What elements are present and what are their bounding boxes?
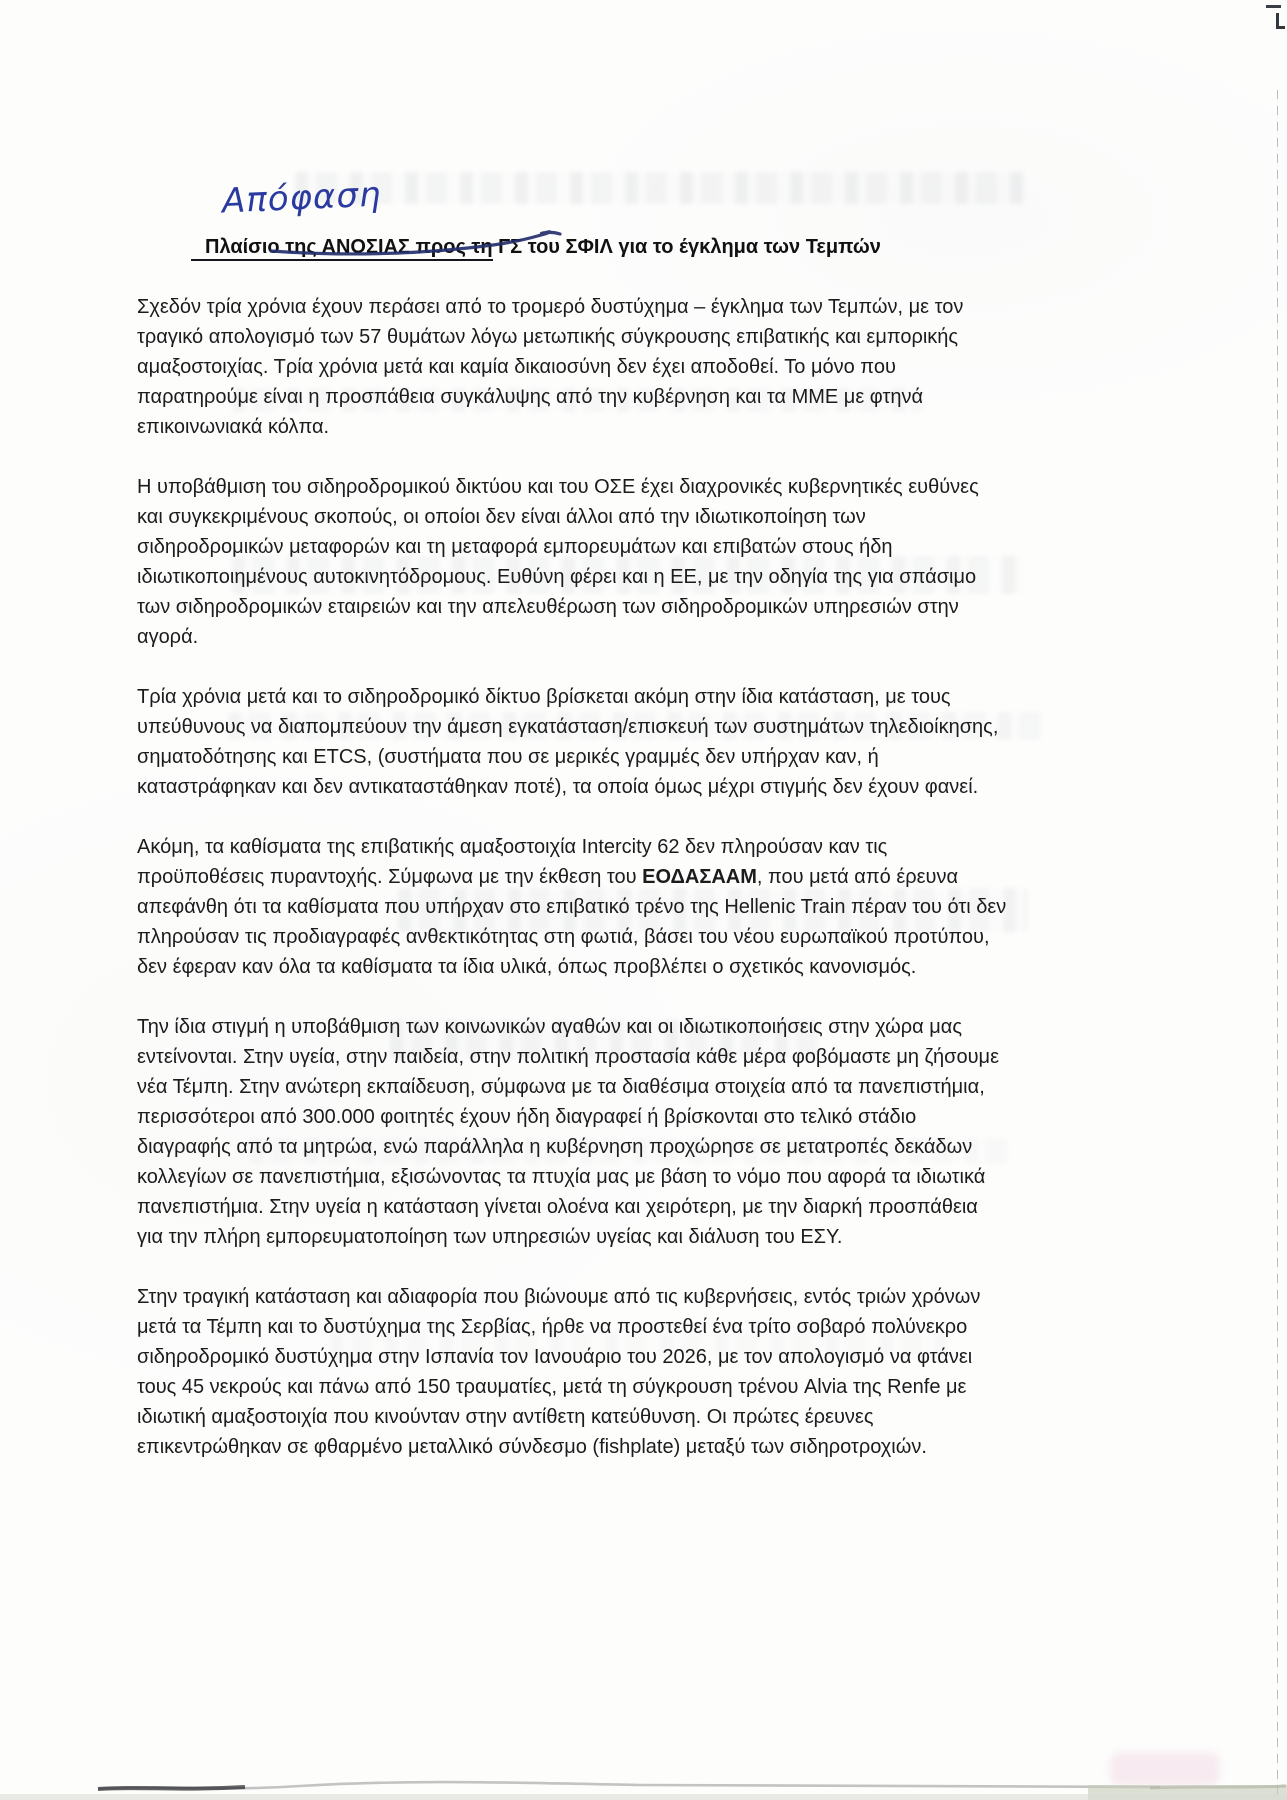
- paragraph-text: Η υποβάθμιση του σιδηροδρομικού δικτύου και του ΟΣΕ έχει διαχρονικές κυβερνητικές ευθύνες και συγκεκριμένους σκοπούς, οι οποίοι δεν είναι άλλοι από την ιδιωτικοποίηση των σιδηροδρομικών μεταφορών και τη μεταφορά εμπορευμάτων και επιβατών στους ήδη ιδιωτικοποιημένους αυτοκινητόδρομους. Ευθύνη φέρει και η ΕΕ, με την οδηγία της για σπάσιμο των σιδηροδρομικών εταιρειών και την απελευθέρωση των σιδηροδρομικών υπηρεσιών στην αγορά.: [137, 476, 979, 648]
- scan-edge-line: [1277, 90, 1278, 1800]
- paragraph-text: Σχεδόν τρία χρόνια έχουν περάσει από το τρομερό δυστύχημα – έγκλημα των Τεμπών, με τον τραγικό απολογισμό των 57 θυμάτων λόγω μετωπικής σύγκρουσης επιβατικής και εμπορικής αμαξοστοιχίας. Τρία χρόνια μετά και καμία δικαιοσύνη δεν έχει αποδοθεί. Το μόνο που παρατηρούμε είναι η προσπάθεια συγκάλυψης από την κυβέρνηση και τα ΜΜΕ με φτηνά επικοινωνιακά κόλπα.: [137, 296, 964, 438]
- bold-text: ΕΟΔΑΣΑΑΜ: [642, 866, 757, 888]
- title-text: ΓΣ του ΣΦΙΛ για το έγκλημα των Τεμπών: [492, 236, 881, 258]
- paragraph: [137, 1012, 1009, 1252]
- paragraph: [137, 1282, 1009, 1462]
- bleed-through-text: [295, 172, 1025, 204]
- scan-color-blot: [1110, 1752, 1220, 1786]
- paragraph-text: Την ίδια στιγμή η υποβάθμιση των κοινωνικών αγαθών και οι ιδιωτικοποιήσεις στην χώρα μας εντείνονται. Στην υγεία, στην παιδεία, στην πολιτική προστασία κάθε μέρα φοβόμαστε μη ζήσουμε νέα Τέμπη. Στην ανώτερη εκπαίδευση, σύμφωνα με τα διαθέσιμα στοιχεία από τα πανεπιστήμια, περισσότεροι από 300.000 φοιτητές έχουν ήδη διαγραφεί ή βρίσκονται στο τελικό στάδιο διαγραφής από τα μητρώα, ενώ παράλληλα η κυβέρνηση προχώρησε σε μετατροπές δεκάδων κολλεγίων σε πανεπιστήμια, εξισώνοντας τα πτυχία μας με βάση το νόμο που αφορά τα ιδιωτικά πανεπιστήμια. Στην υγεία η κατάσταση γίνεται ολοένα και χειρότερη, με την διαρκή προσπάθεια για την πλήρη εμπορευματοποίηση των υπηρεσιών υγείας και διάλυση του ΕΣΥ.: [137, 1016, 999, 1248]
- paragraph: [137, 292, 1009, 442]
- scan-corner-mark: [1266, 5, 1281, 8]
- title-struck-text: της ΑΝΟΣΙΑΣ προς τη: [285, 236, 493, 258]
- title-text: Πλαίσιο: [205, 236, 286, 258]
- paragraph-text: Στην τραγική κατάσταση και αδιαφορία που βιώνουμε από τις κυβερνήσεις, εντός τριών χρόνων μετά τα Τέμπη και το δυστύχημα της Σερβίας, ήρθε να προστεθεί ένα τρίτο σοβαρό πολύνεκρο σιδηροδρομικό δυστύχημα στην Ισπανία τον Ιανουάριο του 2026, με τον απολογισμό να φτάνει τους 45 νεκρούς και πάνω από 150 τραυματίες, μετά τη σύγκρουση τρένου Alvia της Renfe με ιδιωτική αμαξοστοιχία που κινούνταν στην αντίθετη κατεύθυνση. Οι πρώτες έρευνες επικεντρώθηκαν σε φθαρμένο μεταλλικό σύνδεσμο (fishplate) μεταξύ των σιδηροτροχιών.: [137, 1286, 981, 1458]
- scan-corner-mark: [1276, 26, 1285, 29]
- paragraph: [137, 832, 1009, 982]
- paragraph-text: Ακόμη, τα καθίσματα της επιβατικής αμαξοστοιχία Intercity 62 δεν πληρούσαν καν τις προϋποθέσεις πυραντοχής. Σύμφωνα με την έκθεση του: [137, 836, 888, 888]
- paragraph-text: Τρία χρόνια μετά και το σιδηροδρομικό δίκτυο βρίσκεται ακόμη στην ίδια κατάσταση, με τους υπεύθυνους να διαπομπεύουν την άμεση εγκατάσταση/επισκευή των συστημάτων τηλεδιοίκησης, σηματοδότησης και ETCS, (συστήματα που σε μερικές γραμμές δεν υπήρχαν καν, ή καταστράφηκαν και δεν αντικαταστάθηκαν ποτέ), τα οποία όμως μέχρι στιγμής δεν έχουν φανεί.: [137, 686, 999, 798]
- document-body: [137, 292, 1009, 1492]
- document-title: [205, 236, 881, 259]
- paragraph-text: , που μετά από έρευνα απεφάνθη ότι τα καθίσματα που υπήρχαν στο επιβατικό τρένο της Hellenic Train πέραν του ότι δεν πληρούσαν τις προδιαγραφές ανθεκτικότητας στη φωτιά, βάσει του νέου ευρωπαϊκού προτύπου, δεν έφεραν καν όλα τα καθίσματα τα ίδια υλικά, όπως προβλέπει ο σχετικός κανονισμός.: [137, 866, 1007, 978]
- paragraph: [137, 682, 1009, 802]
- handwritten-note: Απόφαση: [221, 174, 383, 222]
- scan-bottom-strip: [0, 1794, 1287, 1800]
- paragraph: [137, 472, 1009, 652]
